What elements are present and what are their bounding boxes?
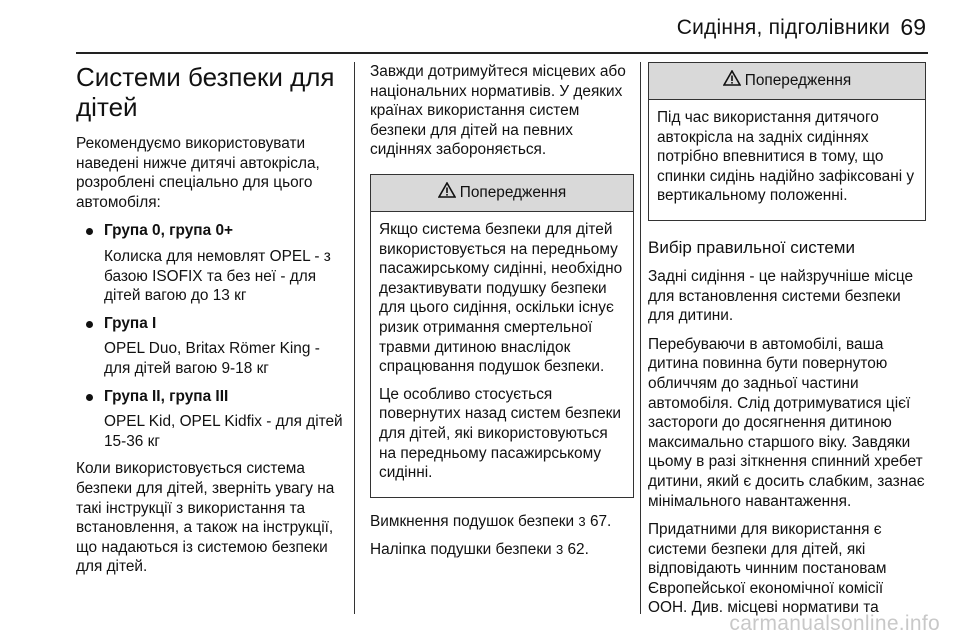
warning-box-front-seat [370, 174, 634, 498]
body-paragraph: Придатними для використання є системи безпеки для дітей, які відповідають чинним постановам Європейської економічної комісії ООН. Див. місцеві нормативи та [648, 521, 887, 617]
group-name: Група 0, група 0+ [104, 222, 233, 240]
column-divider-2 [640, 62, 641, 614]
closing-paragraph: Коли використовується система безпеки для дітей, зверніть увагу на такі інструкції з використання та встановлення, а також на інструкції, що надаються із системою безпеки для дітей. [76, 460, 335, 576]
group-name: Група I [104, 314, 157, 332]
warning-paragraph: Якщо система безпеки для дітей використовується на передньому пасажирському сидінні, необхідно дезактивувати подушку безпеки для цього сидіння, оскільки існує ризик отримання смертельної травми дитиною внаслідок спрацювання подушок безпеки. [379, 220, 623, 376]
subsection-title: Вибір правильної системи [648, 237, 855, 257]
reference-arrow-icon: 3 [578, 513, 586, 529]
reference-text: Вимкнення подушок безпеки [370, 512, 575, 530]
reference-page: 67. [589, 512, 612, 530]
page-number: 69 [900, 14, 926, 40]
body-paragraph: Перебуваючи в автомобілі, ваша дитина повинна бути повернутою обличчям до задньої частини автомобіля. Слід дотримуватися цієї застороги до досягнення дитиною максимально старшого віку. Завдяки цьому в разі зіткнення спинний хребет дитини, який є досить слабким, зазнає мінімального навантаження. [648, 335, 925, 510]
warning-paragraph: Це особливо стосується повернутих назад систем безпеки для дітей, які використовуються на передньому пасажирському сидінні. [379, 385, 622, 482]
warning-paragraph: Під час використання дитячого автокрісла на задніх сидіннях потрібно впевнитися в тому, що спинки сидінь надійно зафіксовані у вертикальному положенні. [657, 109, 915, 205]
intro-paragraph: Рекомендуємо використовувати наведені нижче дитячі автокрісла, розроблені спеціально для цього автомобіля: [76, 135, 320, 211]
column-3 [648, 62, 926, 627]
group-item [76, 387, 344, 452]
regulations-paragraph: Завжди дотримуйтеся місцевих або національних нормативів. У деяких країнах використання систем безпеки для дітей на певних сидіннях забороняється. [370, 63, 626, 159]
reference-text: Наліпка подушки безпеки [370, 541, 552, 559]
column-2 [370, 62, 634, 569]
warning-triangle-icon [723, 70, 741, 92]
bullet-icon [86, 394, 93, 401]
reference-page: 62. [567, 541, 589, 559]
warning-header [649, 63, 925, 100]
group-description: Колиска для немовлят OPEL - з базою ISOFIX та без неї - для дітей вагою до 13 кг [104, 247, 331, 305]
warning-title: Попередження [744, 72, 852, 90]
cross-reference[interactable] [370, 540, 634, 560]
group-name: Група II, група III [104, 387, 229, 405]
warning-triangle-icon [438, 182, 456, 204]
column-divider-1 [354, 62, 355, 614]
group-description: OPEL Kid, OPEL Kidfix - для дітей 15-36 кг [104, 413, 343, 450]
header-divider [76, 52, 928, 54]
page-header-title: Сидіння, підголівники [676, 16, 890, 39]
warning-body [371, 212, 633, 497]
warning-box-rear-seat [648, 62, 926, 221]
group-item [76, 221, 344, 305]
seat-group-list [76, 221, 344, 451]
body-paragraph: Задні сидіння - це найзручніше місце для встановлення системи безпеки для дитини. [648, 267, 914, 325]
warning-title: Попередження [459, 184, 567, 202]
reference-arrow-icon: 3 [555, 542, 564, 558]
group-description: OPEL Duo, Britax Römer King - для дітей вагою 9-18 кг [104, 340, 320, 377]
group-item [76, 314, 344, 379]
column-1 [76, 62, 344, 586]
cross-reference[interactable] [370, 512, 634, 532]
bullet-icon [86, 321, 93, 328]
warning-body [649, 100, 925, 220]
watermark: carmanualsonline.info [729, 612, 940, 635]
warning-header [371, 175, 633, 212]
section-title: Системи безпеки для дітей [76, 62, 335, 122]
bullet-icon [86, 228, 93, 235]
